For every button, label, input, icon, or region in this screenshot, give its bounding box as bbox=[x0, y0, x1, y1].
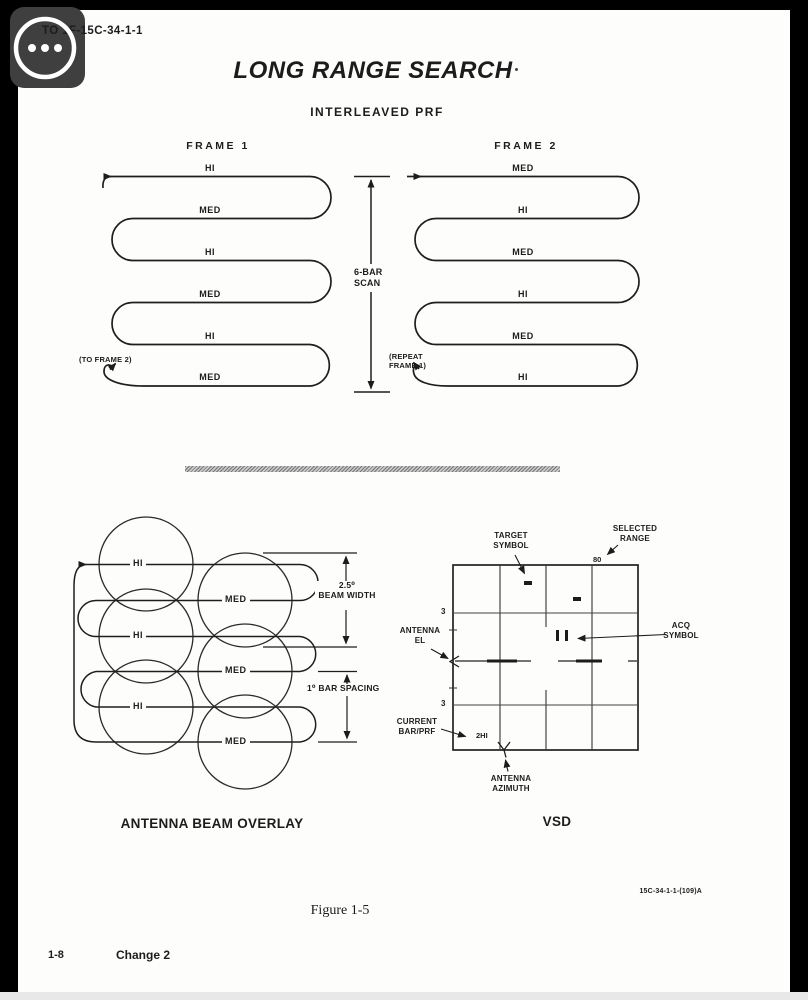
acq-symbol-left-bar bbox=[556, 630, 559, 641]
doc-number: TO 1F-15C-34-1-1 bbox=[42, 25, 143, 37]
page-number: 1-8 bbox=[48, 949, 64, 961]
frame2-bar-4: HI bbox=[518, 289, 528, 299]
callout-target-symbol bbox=[486, 531, 536, 550]
current-bar-value: 2HI bbox=[476, 731, 488, 740]
page-subtitle: INTERLEAVED PRF bbox=[310, 105, 444, 119]
callout-acq-line2: SYMBOL bbox=[663, 630, 699, 640]
el-scale-tick-lower: 3 bbox=[441, 699, 446, 708]
figure-caption: Figure 1-5 bbox=[310, 903, 370, 918]
el-scale-tick-upper: 3 bbox=[441, 607, 446, 616]
change-number: Change 2 bbox=[116, 948, 171, 962]
figure-id: 15C-34-1-1-(109)A bbox=[639, 888, 702, 895]
callout-selrange-line1: SELECTED bbox=[612, 524, 658, 533]
six-bar-scan-line2: SCAN bbox=[354, 277, 381, 288]
callout-acq-line1: ACQ bbox=[671, 621, 691, 630]
callout-selrange-line2: RANGE bbox=[620, 533, 650, 543]
overlay-scan-path bbox=[74, 565, 318, 743]
frame1-bar-1: HI bbox=[205, 163, 215, 173]
beam-circles bbox=[99, 517, 292, 789]
callout-antenna-azimuth bbox=[486, 774, 536, 793]
frame1-bar-4: MED bbox=[199, 289, 221, 299]
callout-curbar-line2: BAR/PRF bbox=[398, 726, 436, 736]
callout-acq-symbol bbox=[656, 621, 706, 640]
overlay-bar-1: HI bbox=[130, 558, 146, 568]
frame1-exit-note: (TO FRAME 2) bbox=[79, 355, 132, 364]
callout-antel-line1: ANTENNA bbox=[399, 626, 441, 635]
target-symbol-blip-2 bbox=[573, 597, 581, 601]
frame2-bar-1: MED bbox=[512, 163, 534, 173]
frame1-bar-3: HI bbox=[205, 247, 215, 257]
frame2-bar-5: MED bbox=[512, 331, 534, 341]
frame2-bar-6: HI bbox=[518, 372, 528, 382]
selected-range-value: 80 bbox=[593, 555, 602, 564]
six-bar-scan-line1: 6-BAR bbox=[354, 267, 383, 277]
callout-selected-range bbox=[606, 524, 664, 543]
callout-azimuth-line2: AZIMUTH bbox=[492, 783, 530, 793]
six-bar-scan-label bbox=[352, 266, 385, 289]
beam-width-label bbox=[315, 581, 379, 600]
callout-target-line2: SYMBOL bbox=[493, 540, 529, 550]
callout-current-bar bbox=[391, 717, 443, 736]
overlay-bar-6: MED bbox=[222, 736, 250, 746]
frame2-exit-note-line2: FRAME 1) bbox=[389, 361, 427, 370]
callout-antenna-el bbox=[395, 626, 445, 645]
ellipsis-icon bbox=[10, 7, 85, 88]
beam-width-text: BEAM WIDTH bbox=[318, 589, 376, 600]
frame2-exit-note-line1: (REPEAT bbox=[389, 352, 423, 361]
overlay-bar-2: MED bbox=[222, 594, 250, 604]
scan-speck bbox=[515, 68, 518, 71]
target-symbol-blip bbox=[524, 581, 532, 585]
callout-antel-line2: EL bbox=[414, 635, 426, 645]
frame2-bar-2: HI bbox=[518, 205, 528, 215]
callout-curbar-line1: CURRENT bbox=[396, 717, 438, 726]
overlay-bar-4: MED bbox=[222, 665, 250, 675]
frame1-label: FRAME 1 bbox=[186, 140, 250, 152]
overlay-bar-5: HI bbox=[130, 701, 146, 711]
vsd-grid bbox=[449, 565, 638, 750]
section-divider bbox=[185, 466, 560, 472]
bar-spacing-label: 1⁰ BAR SPACING bbox=[307, 683, 380, 693]
callout-target-line1: TARGET bbox=[494, 531, 528, 540]
beam-width-value: 2.5⁰ bbox=[338, 580, 356, 590]
frame1-bar-5: HI bbox=[205, 331, 215, 341]
beam-overlay-caption: ANTENNA BEAM OVERLAY bbox=[120, 816, 304, 831]
callout-azimuth-line1: ANTENNA bbox=[490, 774, 532, 783]
frame2-label: FRAME 2 bbox=[494, 140, 558, 152]
page-title: LONG RANGE SEARCH bbox=[233, 57, 513, 84]
frame2-exit-note bbox=[389, 352, 426, 370]
frame1-bar-2: MED bbox=[199, 205, 221, 215]
frame2-bar-3: MED bbox=[512, 247, 534, 257]
vsd-callout-arrows bbox=[431, 545, 666, 772]
overlay-bar-3: HI bbox=[130, 630, 146, 640]
frame1-bar-6: MED bbox=[199, 372, 221, 382]
acq-symbol-right-bar bbox=[565, 630, 568, 641]
vsd-caption: VSD bbox=[542, 814, 572, 829]
bottom-strip bbox=[0, 992, 808, 1000]
